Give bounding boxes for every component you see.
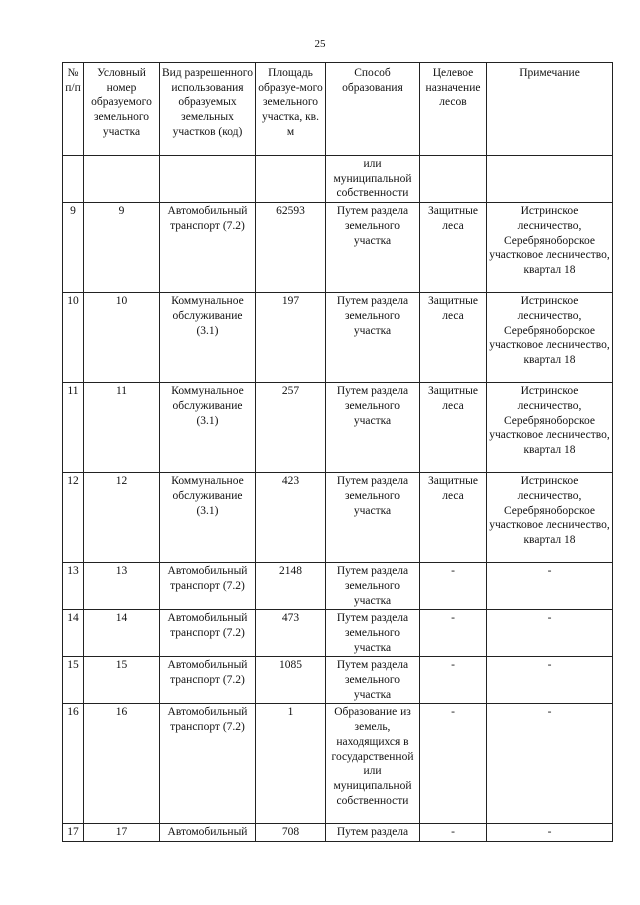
table-row <box>63 563 613 610</box>
row-number: 10 <box>63 293 84 383</box>
conditional-number: 10 <box>84 293 160 383</box>
note: - <box>487 704 613 824</box>
header-cell-area: Площадь образуе-мого земельного участка, кв. м <box>256 63 326 156</box>
forest-purpose: - <box>420 563 487 610</box>
conditional-number: 12 <box>84 473 160 563</box>
forest-purpose: Защитные леса <box>420 293 487 383</box>
table-row <box>63 383 613 473</box>
table-cell <box>256 156 326 203</box>
forest-purpose: Защитные леса <box>420 203 487 293</box>
row-number: 17 <box>63 824 84 842</box>
table-row <box>63 824 613 842</box>
note: - <box>487 610 613 657</box>
plot-area: 708 <box>256 824 326 842</box>
permitted-use: Автомобильный <box>160 824 256 842</box>
row-number: 16 <box>63 704 84 824</box>
row-number: 12 <box>63 473 84 563</box>
table-row <box>63 657 613 704</box>
table-cell <box>84 156 160 203</box>
plot-area: 2148 <box>256 563 326 610</box>
permitted-use: Автомобильный транспорт (7.2) <box>160 657 256 704</box>
table-row <box>63 293 613 383</box>
header-cell-number: № п/п <box>63 63 84 156</box>
permitted-use: Автомобильный транспорт (7.2) <box>160 563 256 610</box>
land-plots-table <box>62 62 613 842</box>
row-number: 14 <box>63 610 84 657</box>
table-row <box>63 610 613 657</box>
permitted-use: Автомобильный транспорт (7.2) <box>160 610 256 657</box>
plot-area: 197 <box>256 293 326 383</box>
formation-method: Путем раздела земельного участка <box>326 383 420 473</box>
permitted-use: Автомобильный транспорт (7.2) <box>160 203 256 293</box>
table-row <box>63 704 613 824</box>
forest-purpose: - <box>420 704 487 824</box>
table-cell <box>63 156 84 203</box>
forest-purpose: Защитные леса <box>420 473 487 563</box>
header-cell-note: Примечание <box>487 63 613 156</box>
row-number: 15 <box>63 657 84 704</box>
note: - <box>487 563 613 610</box>
plot-area: 1085 <box>256 657 326 704</box>
note: - <box>487 824 613 842</box>
permitted-use: Коммунальное обслуживание (3.1) <box>160 293 256 383</box>
note: Истринское лесничество, Серебряноборское участковое лесничество, квартал 18 <box>487 473 613 563</box>
formation-method: Путем раздела <box>326 824 420 842</box>
conditional-number: 9 <box>84 203 160 293</box>
header-cell-permitted-use: Вид разрешенного использования образуемых земельных участков (код) <box>160 63 256 156</box>
note: Истринское лесничество, Серебряноборское участковое лесничество, квартал 18 <box>487 203 613 293</box>
forest-purpose: - <box>420 824 487 842</box>
table-cell <box>420 156 487 203</box>
conditional-number: 15 <box>84 657 160 704</box>
header-row <box>63 63 613 156</box>
header-cell-forest-purpose: Целевое назначение лесов <box>420 63 487 156</box>
conditional-number: 11 <box>84 383 160 473</box>
table-cell <box>160 156 256 203</box>
header-cell-formation-method: Способ образования <box>326 63 420 156</box>
table-cell <box>487 156 613 203</box>
permitted-use: Коммунальное обслуживание (3.1) <box>160 383 256 473</box>
permitted-use: Коммунальное обслуживание (3.1) <box>160 473 256 563</box>
plot-area: 473 <box>256 610 326 657</box>
conditional-number: 16 <box>84 704 160 824</box>
table-row <box>63 473 613 563</box>
forest-purpose: - <box>420 657 487 704</box>
forest-purpose: - <box>420 610 487 657</box>
header-cell-conditional-number: Условный номер образуемого земельного участка <box>84 63 160 156</box>
formation-method: Путем раздела земельного участка <box>326 203 420 293</box>
conditional-number: 13 <box>84 563 160 610</box>
plot-area: 1 <box>256 704 326 824</box>
row-number: 9 <box>63 203 84 293</box>
plot-area: 257 <box>256 383 326 473</box>
formation-method: Путем раздела земельного участка <box>326 473 420 563</box>
formation-method: Путем раздела земельного участка <box>326 610 420 657</box>
formation-method: Путем раздела земельного участка <box>326 563 420 610</box>
plot-area: 62593 <box>256 203 326 293</box>
continuation-row <box>63 156 613 203</box>
formation-method: Путем раздела земельного участка <box>326 293 420 383</box>
plot-area: 423 <box>256 473 326 563</box>
table-row <box>63 203 613 293</box>
formation-method: Образование из земель, находящихся в государственной или муниципальной собственности <box>326 704 420 824</box>
row-number: 13 <box>63 563 84 610</box>
note: - <box>487 657 613 704</box>
permitted-use: Автомобильный транспорт (7.2) <box>160 704 256 824</box>
note: Истринское лесничество, Серебряноборское участковое лесничество, квартал 18 <box>487 293 613 383</box>
conditional-number: 14 <box>84 610 160 657</box>
conditional-number: 17 <box>84 824 160 842</box>
row-number: 11 <box>63 383 84 473</box>
formation-method: Путем раздела земельного участка <box>326 657 420 704</box>
page-number: 25 <box>314 38 326 50</box>
forest-purpose: Защитные леса <box>420 383 487 473</box>
table-cell: или муниципальной собственности <box>326 156 420 203</box>
note: Истринское лесничество, Серебряноборское участковое лесничество, квартал 18 <box>487 383 613 473</box>
